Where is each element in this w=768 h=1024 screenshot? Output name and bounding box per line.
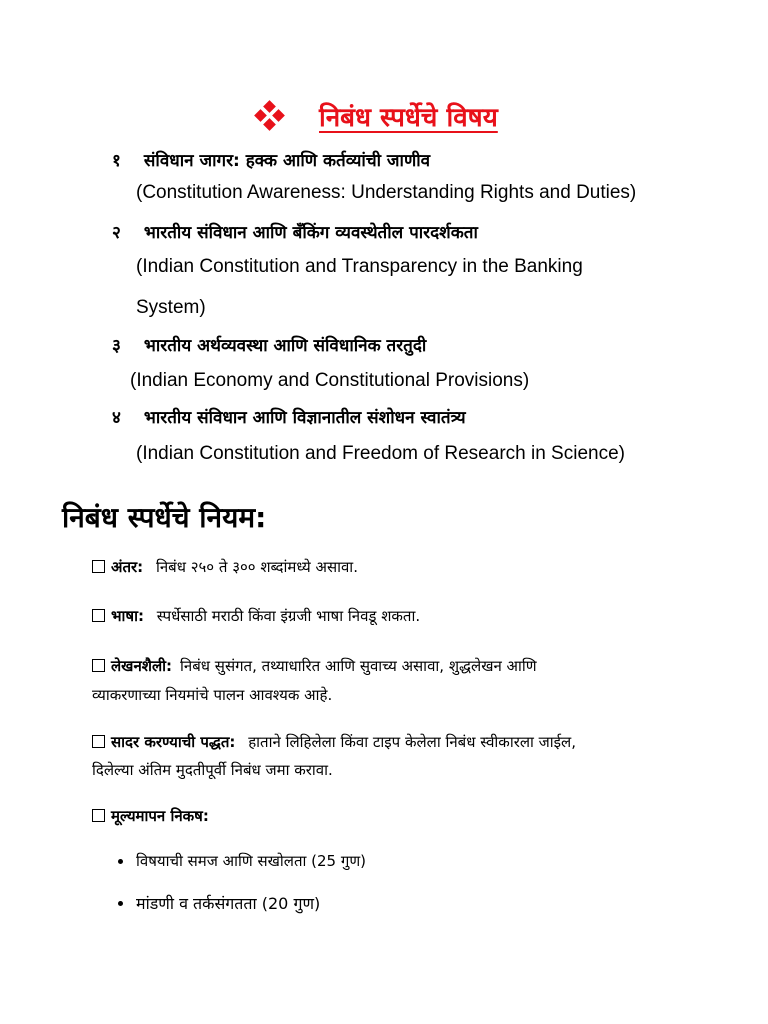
criteria-text: विषयाची समज आणि सखोलता (25 गुण) [136, 852, 367, 870]
topic-number: २ [112, 223, 121, 243]
bullet-icon [118, 859, 123, 864]
rule-label: लेखनशैली: [111, 657, 173, 675]
topic-title: भारतीय संविधान आणि बँकिंग व्यवस्थेतील पारदर्शकता [143, 223, 478, 243]
topic-title: भारतीय संविधान आणि विज्ञानातील संशोधन स्वातंत्र्य [143, 408, 466, 428]
checkbox-icon [92, 609, 105, 622]
criteria-text: मांडणी व तर्कसंगतता (20 गुण) [136, 894, 321, 913]
list-item [118, 851, 366, 871]
bullet-icon [118, 901, 123, 906]
rule-text: निबंध सुसंगत, तथ्याधारित आणि सुवाच्य असावा, शुद्धलेखन आणि [180, 657, 537, 675]
topic-2-english-line-2: System) [136, 297, 206, 318]
topic-number: १ [112, 151, 121, 171]
rule-evaluation-criteria [92, 801, 217, 831]
topic-2-marathi [112, 220, 478, 243]
rule-label: मूल्यमापन निकष: [111, 807, 209, 825]
rule-label: भाषा: [111, 607, 144, 625]
checkbox-icon [92, 735, 105, 748]
topic-1-english: (Constitution Awareness: Understanding Rights and Duties) [136, 182, 637, 203]
topic-4-english: (Indian Constitution and Freedom of Research in Science) [136, 443, 625, 464]
rule-label: अंतर: [111, 558, 144, 576]
diamond-bullet-icon [255, 101, 285, 131]
topic-title: भारतीय अर्थव्यवस्था आणि संविधानिक तरतुदी [143, 336, 427, 356]
rule-text: स्पर्धेसाठी मराठी किंवा इंग्रजी भाषा निवडू शकता. [156, 607, 421, 625]
rule-length [92, 552, 358, 582]
topic-3-english: (Indian Economy and Constitutional Provisions) [130, 370, 530, 391]
rule-label: सादर करण्याची पद्धत: [111, 733, 236, 751]
rule-language [92, 601, 420, 631]
topic-title: संविधान जागर: हक्क आणि कर्तव्यांची जाणीव [143, 151, 431, 171]
checkbox-icon [92, 809, 105, 822]
topic-3-marathi [112, 333, 426, 356]
checkbox-icon [92, 560, 105, 573]
list-item [118, 892, 320, 914]
rule-writing-style-line-2: व्याकरणाच्या नियमांचे पालन आवश्यक आहे. [92, 686, 333, 704]
rule-submission-method-line-2: दिलेल्या अंतिम मुदतीपूर्वी निबंध जमा करावा. [92, 761, 333, 779]
topics-heading [255, 98, 498, 134]
rule-text: निबंध २५० ते ३०० शब्दांमध्ये असावा. [155, 558, 358, 576]
checkbox-icon [92, 659, 105, 672]
topic-1-marathi [112, 148, 430, 171]
rules-heading: निबंध स्पर्धेचे नियम: [62, 501, 267, 534]
rule-submission-method [92, 727, 576, 757]
topic-4-marathi [112, 405, 466, 428]
topic-number: ४ [112, 408, 121, 428]
topic-2-english-line-1: (Indian Constitution and Transparency in the Banking [136, 256, 583, 277]
topic-number: ३ [112, 336, 121, 356]
topics-heading-text: निबंध स्पर्धेचे विषय [319, 103, 498, 133]
rule-text: हाताने लिहिलेला किंवा टाइप केलेला निबंध स्वीकारला जाईल, [248, 733, 576, 751]
rule-writing-style [92, 651, 537, 681]
